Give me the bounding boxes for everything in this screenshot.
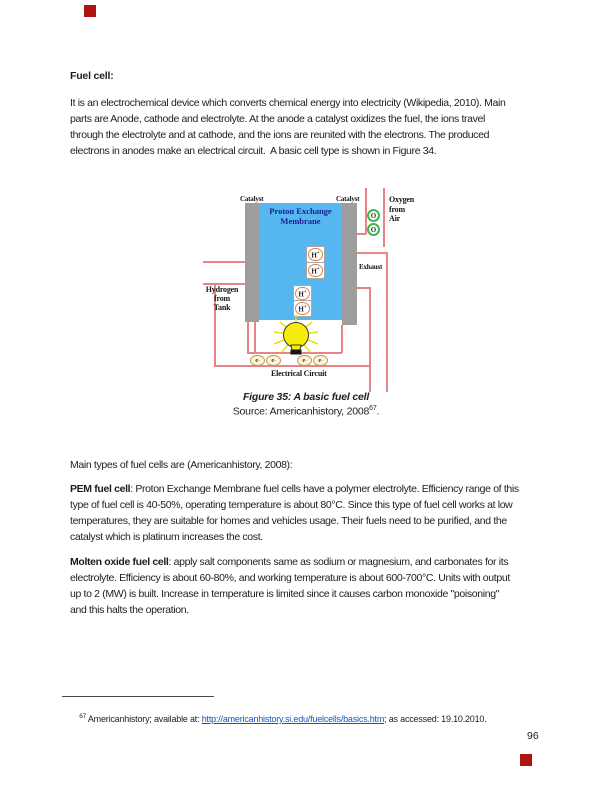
electron-symbol: e [255, 357, 259, 364]
anode-wire-1 [247, 322, 249, 353]
h-ion-charge: + [303, 304, 307, 310]
oxygen-from-air-label [389, 195, 414, 224]
electron-token [250, 355, 265, 366]
catalyst-label-left: Catalyst [240, 195, 264, 203]
pem-lead-bold: PEM fuel cell [70, 483, 131, 495]
electron-token [266, 355, 281, 366]
hydrogen-label-line: Hydrogen [205, 285, 239, 294]
red-annotation-marker-bottom-right [520, 754, 532, 766]
membrane-title-line: Proton Exchange [269, 206, 332, 216]
hydrogen-from-tank-label [204, 285, 240, 312]
catalyst-bar-right [342, 203, 357, 325]
exhaust-label: Exhaust [359, 263, 383, 271]
catalyst-label-right: Catalyst [336, 195, 360, 203]
oxygen-pipe-outer [383, 188, 385, 247]
pem-line: temperatures, they are suitable for homes and vehicles usage. Their fuels need to be purified, and the [70, 515, 507, 527]
exhaust-pipe-top [357, 252, 387, 254]
hydrogen-ion-token [306, 246, 325, 263]
electron-charge: - [258, 357, 260, 363]
electron-charge: - [305, 357, 307, 363]
cathode-wire [341, 325, 343, 353]
footnote-text: Americanhistory; available at: [86, 714, 202, 724]
hydrogen-ion-token [306, 262, 325, 279]
page-number: 96 [527, 730, 539, 742]
molten-line: up to 2 (MW) is built. Increase in temperature is limited since it causes carbon monoxide "poisoning" [70, 588, 500, 600]
catalyst-bar-left [245, 203, 259, 322]
molten-line: electrolyte. Efficiency is about 60-80%, and working temperature is about 600-700°C. Units with output [70, 572, 510, 584]
section-heading: Fuel cell: [70, 70, 114, 82]
molten-line: and this halts the operation. [70, 604, 189, 616]
h-ion-symbol: H [298, 305, 304, 314]
molten-lead-bold: Molten oxide fuel cell [70, 556, 169, 568]
oxygen-label-line: Air [389, 214, 400, 223]
pem-line: type of fuel cell is 40-50%, operating temperature is about 80°C. Since this type of fuel cell works at low [70, 499, 513, 511]
intro-paragraph [70, 95, 505, 159]
figure-source-period: . [376, 405, 380, 418]
oxygen-label-line: Oxygen [389, 195, 415, 204]
molten-line: : apply salt components same as sodium or magnesium, and carbonates for its [168, 556, 509, 568]
footnote-number: 67 [79, 713, 87, 720]
oxygen-label-line: from [389, 204, 405, 214]
electron-token [313, 355, 328, 366]
hydrogen-label-line: from [214, 294, 230, 303]
figure-source-footnote-ref: 67 [369, 405, 377, 412]
pem-line: catalyst which is platinum increases the cost. [70, 531, 263, 543]
intro-line: It is an electrochemical device which converts chemical energy into electricity (Wikipedia, 2010). Main [70, 97, 506, 109]
h-ion-symbol: H [311, 251, 317, 260]
main-types-line [70, 457, 292, 473]
h-ion-charge: + [316, 250, 320, 256]
pem-line: : Proton Exchange Membrane fuel cells have a polymer electrolyte. Efficiency range of this [130, 483, 519, 495]
exhaust-pipe-outer [386, 252, 388, 392]
h-ion-charge: + [316, 266, 320, 272]
red-annotation-marker-top-left [84, 5, 96, 17]
hydrogen-label-line: Tank [213, 303, 231, 312]
main-types-text: Main types of fuel cells are (Americanhistory, 2008): [70, 459, 293, 471]
electron-token [297, 355, 312, 366]
figure-source-text: Source: Americanhistory, 2008 [232, 405, 370, 418]
electron-symbol: e [271, 357, 275, 364]
membrane-title-line: Membrane [280, 215, 321, 226]
pem-paragraph [70, 481, 519, 545]
electron-charge: - [321, 357, 323, 363]
oxygen-molecule-icon: O [367, 209, 380, 222]
intro-line: electrons in anodes make an electrical circuit. A basic cell type is shown in Figure 34. [70, 145, 437, 157]
intro-line: parts are Anode, cathode and electrolyte. At the anode a catalyst oxidizes the fuel, the ions travel [70, 113, 486, 125]
light-bulb-icon [272, 314, 320, 358]
footnote-text: ; as accessed: 19.10.2010. [384, 714, 487, 724]
electron-symbol: e [318, 357, 322, 364]
footnote [70, 703, 487, 734]
footnote-separator [62, 696, 214, 697]
h-ion-charge: + [303, 289, 307, 295]
oxygen-molecule-icon: O [367, 223, 380, 236]
anode-wire-2 [254, 322, 256, 353]
molten-paragraph [70, 554, 510, 618]
figure-source [0, 405, 612, 418]
electrical-circuit-label: Electrical Circuit [271, 369, 327, 378]
footnote-link[interactable]: http://americanhistory.si.edu/fuelcells/basics.htm [201, 714, 385, 724]
membrane-title [259, 207, 342, 226]
electron-symbol: e [302, 357, 306, 364]
hydrogen-pipe-top [203, 261, 245, 263]
circuit-wire-bottom [214, 365, 370, 367]
electron-charge: - [274, 357, 276, 363]
intro-line: through the electrolyte and at cathode, and the ions are reunited with the electrons. The produced [70, 129, 490, 141]
figure-caption: Figure 35: A basic fuel cell [242, 391, 370, 403]
exhaust-pipe-inner [369, 287, 371, 392]
h-ion-symbol: H [298, 290, 304, 299]
h-ion-symbol: H [311, 267, 317, 276]
